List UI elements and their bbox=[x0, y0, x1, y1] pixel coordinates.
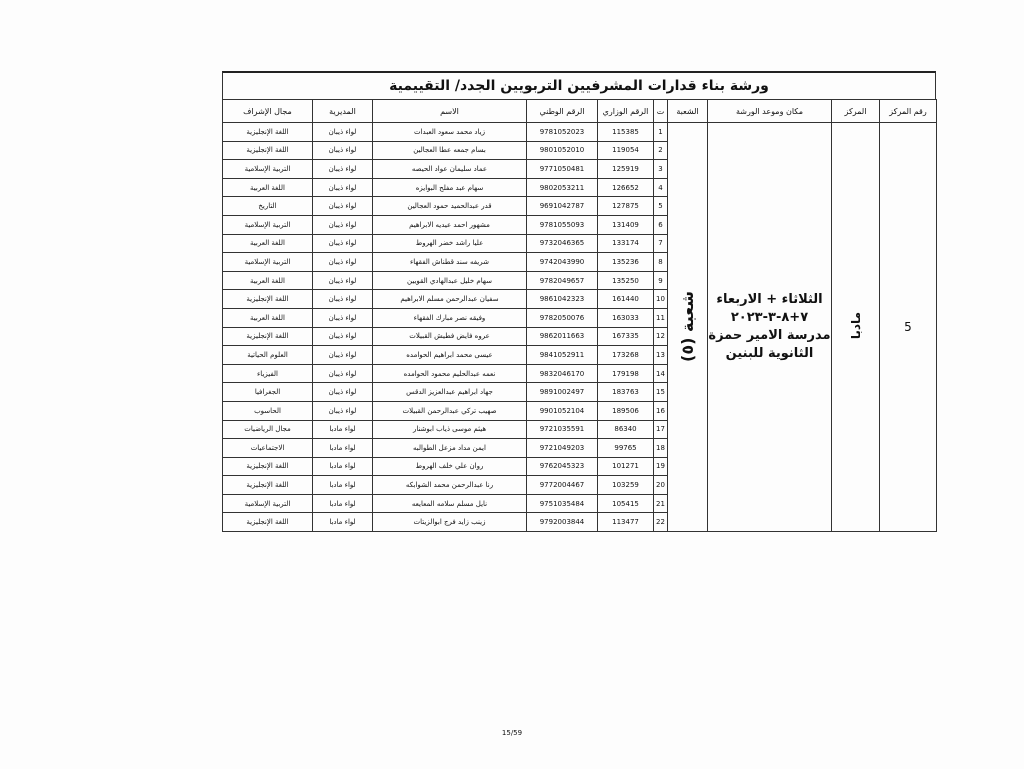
cell-name: نايل مسلم سلامه المعايعه bbox=[373, 494, 527, 513]
page-number: 15/59 bbox=[501, 729, 523, 737]
cell-directorate: لواء مادبا bbox=[313, 476, 373, 495]
cell-national-no: 9721049203 bbox=[527, 439, 598, 458]
cell-national-no: 9792003844 bbox=[527, 513, 598, 532]
cell-ministry-no: 126652 bbox=[598, 178, 654, 197]
cell-national-no: 9832046170 bbox=[527, 364, 598, 383]
center-no-cell bbox=[880, 123, 937, 532]
cell-directorate: لواء ذيبان bbox=[313, 215, 373, 234]
document-title: ورشة بناء قدارات المشرفيين التربويين الجدد/ التقييمية bbox=[222, 71, 936, 99]
header-field: مجال الإشراف bbox=[223, 100, 313, 123]
cell-directorate: لواء ذيبان bbox=[313, 401, 373, 420]
cell-field: اللغة الإنجليزية bbox=[223, 513, 313, 532]
cell-national-no: 9762045323 bbox=[527, 457, 598, 476]
cell-name: بسام جمعه عطا العجالين bbox=[373, 141, 527, 160]
cell-national-no: 9862011663 bbox=[527, 327, 598, 346]
cell-name: سهام عبد مفلح البوايزه bbox=[373, 178, 527, 197]
cell-field: اللغة الإنجليزية bbox=[223, 123, 313, 142]
cell-directorate: لواء ذيبان bbox=[313, 234, 373, 253]
cell-t: 9 bbox=[654, 271, 668, 290]
header-center-no: رقم المركز bbox=[880, 100, 937, 123]
cell-t: 12 bbox=[654, 327, 668, 346]
cell-name: صهيب تركي عبدالرحمن القبيلات bbox=[373, 401, 527, 420]
table-body bbox=[223, 123, 937, 532]
cell-field: العلوم الحياتية bbox=[223, 346, 313, 365]
cell-name: جهاد ابراهيم عبدالعزيز الدقس bbox=[373, 383, 527, 402]
place-time-cell bbox=[708, 123, 832, 532]
cell-name: رنا عبدالرحمن محمد الشوابكه bbox=[373, 476, 527, 495]
participants-table bbox=[222, 99, 937, 532]
cell-field: اللغة الإنجليزية bbox=[223, 327, 313, 346]
cell-name: عروه فايض فطيش القبيلات bbox=[373, 327, 527, 346]
cell-t: 16 bbox=[654, 401, 668, 420]
cell-name: مشهور احمد عيديه الابراهيم bbox=[373, 215, 527, 234]
cell-national-no: 9861042323 bbox=[527, 290, 598, 309]
cell-ministry-no: 189506 bbox=[598, 401, 654, 420]
cell-t: 8 bbox=[654, 253, 668, 272]
cell-ministry-no: 179198 bbox=[598, 364, 654, 383]
cell-ministry-no: 167335 bbox=[598, 327, 654, 346]
cell-national-no: 9772004467 bbox=[527, 476, 598, 495]
cell-ministry-no: 103259 bbox=[598, 476, 654, 495]
header-ministry-no: الرقم الوزاري bbox=[598, 100, 654, 123]
cell-t: 18 bbox=[654, 439, 668, 458]
table-header-row bbox=[223, 100, 937, 123]
cell-ministry-no: 113477 bbox=[598, 513, 654, 532]
cell-ministry-no: 105415 bbox=[598, 494, 654, 513]
cell-national-no: 9771050481 bbox=[527, 160, 598, 179]
cell-directorate: لواء ذيبان bbox=[313, 290, 373, 309]
cell-field: التربية الإسلامية bbox=[223, 215, 313, 234]
cell-national-no: 9691042787 bbox=[527, 197, 598, 216]
cell-name: ايمن مداد مزعل الطوالبه bbox=[373, 439, 527, 458]
cell-t: 21 bbox=[654, 494, 668, 513]
cell-name: عليا راشد خضر الهروط bbox=[373, 234, 527, 253]
cell-ministry-no: 163033 bbox=[598, 308, 654, 327]
cell-directorate: لواء ذيبان bbox=[313, 197, 373, 216]
center-cell bbox=[832, 123, 880, 532]
cell-directorate: لواء ذيبان bbox=[313, 253, 373, 272]
cell-name: زينب زايد فرج ابوالزيتات bbox=[373, 513, 527, 532]
cell-field: اللغة الإنجليزية bbox=[223, 141, 313, 160]
cell-national-no: 9841052911 bbox=[527, 346, 598, 365]
cell-field: التاريخ bbox=[223, 197, 313, 216]
cell-national-no: 9901052104 bbox=[527, 401, 598, 420]
header-directorate: المديرية bbox=[313, 100, 373, 123]
cell-ministry-no: 161440 bbox=[598, 290, 654, 309]
header-t: ت bbox=[654, 100, 668, 123]
cell-directorate: لواء ذيبان bbox=[313, 364, 373, 383]
cell-t: 19 bbox=[654, 457, 668, 476]
cell-field: التربية الإسلامية bbox=[223, 494, 313, 513]
cell-national-no: 9782049657 bbox=[527, 271, 598, 290]
cell-ministry-no: 119054 bbox=[598, 141, 654, 160]
cell-ministry-no: 173268 bbox=[598, 346, 654, 365]
cell-name: شريفه سند قطناش الفقهاء bbox=[373, 253, 527, 272]
header-section: الشعبة bbox=[668, 100, 708, 123]
cell-t: 3 bbox=[654, 160, 668, 179]
cell-national-no: 9721035591 bbox=[527, 420, 598, 439]
cell-t: 1 bbox=[654, 123, 668, 142]
cell-field: اللغة العربية bbox=[223, 271, 313, 290]
header-center: المركز bbox=[832, 100, 880, 123]
document-sheet bbox=[222, 71, 936, 532]
cell-directorate: لواء ذيبان bbox=[313, 141, 373, 160]
cell-name: وفيقه نصر مبارك الفقهاء bbox=[373, 308, 527, 327]
cell-name: هيثم موسى ذياب ابوشنار bbox=[373, 420, 527, 439]
cell-t: 4 bbox=[654, 178, 668, 197]
cell-t: 14 bbox=[654, 364, 668, 383]
cell-t: 6 bbox=[654, 215, 668, 234]
header-national-no: الرقم الوطني bbox=[527, 100, 598, 123]
cell-field: اللغة العربية bbox=[223, 178, 313, 197]
cell-field: مجال الرياضيات bbox=[223, 420, 313, 439]
table-row bbox=[223, 123, 937, 142]
center-no-cell-text: 5 bbox=[904, 320, 912, 335]
cell-directorate: لواء مادبا bbox=[313, 420, 373, 439]
cell-directorate: لواء ذيبان bbox=[313, 308, 373, 327]
cell-t: 11 bbox=[654, 308, 668, 327]
cell-ministry-no: 86340 bbox=[598, 420, 654, 439]
header-name: الاسم bbox=[373, 100, 527, 123]
cell-directorate: لواء ذيبان bbox=[313, 271, 373, 290]
cell-t: 22 bbox=[654, 513, 668, 532]
cell-field: اللغة العربية bbox=[223, 234, 313, 253]
cell-directorate: لواء ذيبان bbox=[313, 178, 373, 197]
cell-ministry-no: 115385 bbox=[598, 123, 654, 142]
cell-field: الحاسوب bbox=[223, 401, 313, 420]
cell-ministry-no: 99765 bbox=[598, 439, 654, 458]
cell-name: سهام خليل عبدالهادي القويين bbox=[373, 271, 527, 290]
cell-field: اللغة الإنجليزية bbox=[223, 476, 313, 495]
cell-field: الجغرافيا bbox=[223, 383, 313, 402]
cell-name: قدر عبدالحميد حمود العجالين bbox=[373, 197, 527, 216]
place-time-cell-text: الثلاثاء + الاربعاء ٧+٨-٣-٢٠٢٣ مدرسة الامير حمزة الثانوية للبنين bbox=[708, 292, 831, 362]
cell-directorate: لواء ذيبان bbox=[313, 123, 373, 142]
section-cell-text: شعبة (٥) bbox=[678, 290, 697, 362]
cell-directorate: لواء مادبا bbox=[313, 439, 373, 458]
cell-national-no: 9751035484 bbox=[527, 494, 598, 513]
cell-field: الفيزياء bbox=[223, 364, 313, 383]
header-place-time: مكان وموعد الورشة bbox=[708, 100, 832, 123]
cell-directorate: لواء مادبا bbox=[313, 513, 373, 532]
cell-t: 7 bbox=[654, 234, 668, 253]
cell-name: سفيان عبدالرحمن مسلم الابراهيم bbox=[373, 290, 527, 309]
cell-name: روان علي خلف الهروط bbox=[373, 457, 527, 476]
cell-directorate: لواء ذيبان bbox=[313, 327, 373, 346]
cell-national-no: 9801052010 bbox=[527, 141, 598, 160]
cell-field: التربية الإسلامية bbox=[223, 160, 313, 179]
cell-national-no: 9802053211 bbox=[527, 178, 598, 197]
cell-t: 2 bbox=[654, 141, 668, 160]
section-cell bbox=[668, 123, 708, 532]
cell-name: نعمه عبدالحليم محمود الحوامده bbox=[373, 364, 527, 383]
cell-field: اللغة العربية bbox=[223, 308, 313, 327]
cell-directorate: لواء مادبا bbox=[313, 494, 373, 513]
cell-t: 13 bbox=[654, 346, 668, 365]
cell-t: 15 bbox=[654, 383, 668, 402]
cell-name: زياد محمد سعود العبدات bbox=[373, 123, 527, 142]
cell-name: عماد سليمان عواد الحيصه bbox=[373, 160, 527, 179]
cell-t: 17 bbox=[654, 420, 668, 439]
cell-directorate: لواء ذيبان bbox=[313, 383, 373, 402]
cell-ministry-no: 127875 bbox=[598, 197, 654, 216]
cell-national-no: 9732046365 bbox=[527, 234, 598, 253]
cell-ministry-no: 135250 bbox=[598, 271, 654, 290]
cell-ministry-no: 125919 bbox=[598, 160, 654, 179]
cell-ministry-no: 133174 bbox=[598, 234, 654, 253]
cell-national-no: 9742043990 bbox=[527, 253, 598, 272]
cell-directorate: لواء ذيبان bbox=[313, 160, 373, 179]
cell-ministry-no: 131409 bbox=[598, 215, 654, 234]
cell-t: 20 bbox=[654, 476, 668, 495]
cell-directorate: لواء مادبا bbox=[313, 457, 373, 476]
cell-field: الاجتماعيات bbox=[223, 439, 313, 458]
cell-field: التربية الإسلامية bbox=[223, 253, 313, 272]
cell-field: اللغة الإنجليزية bbox=[223, 457, 313, 476]
cell-directorate: لواء ذيبان bbox=[313, 346, 373, 365]
cell-national-no: 9781052023 bbox=[527, 123, 598, 142]
cell-ministry-no: 101271 bbox=[598, 457, 654, 476]
cell-ministry-no: 135236 bbox=[598, 253, 654, 272]
cell-field: اللغة الإنجليزية bbox=[223, 290, 313, 309]
cell-name: عيسى محمد ابراهيم الحوامده bbox=[373, 346, 527, 365]
cell-ministry-no: 183763 bbox=[598, 383, 654, 402]
cell-t: 10 bbox=[654, 290, 668, 309]
cell-national-no: 9891002497 bbox=[527, 383, 598, 402]
cell-national-no: 9781055093 bbox=[527, 215, 598, 234]
cell-national-no: 9782050076 bbox=[527, 308, 598, 327]
cell-t: 5 bbox=[654, 197, 668, 216]
center-cell-text: مادبا bbox=[848, 312, 863, 340]
